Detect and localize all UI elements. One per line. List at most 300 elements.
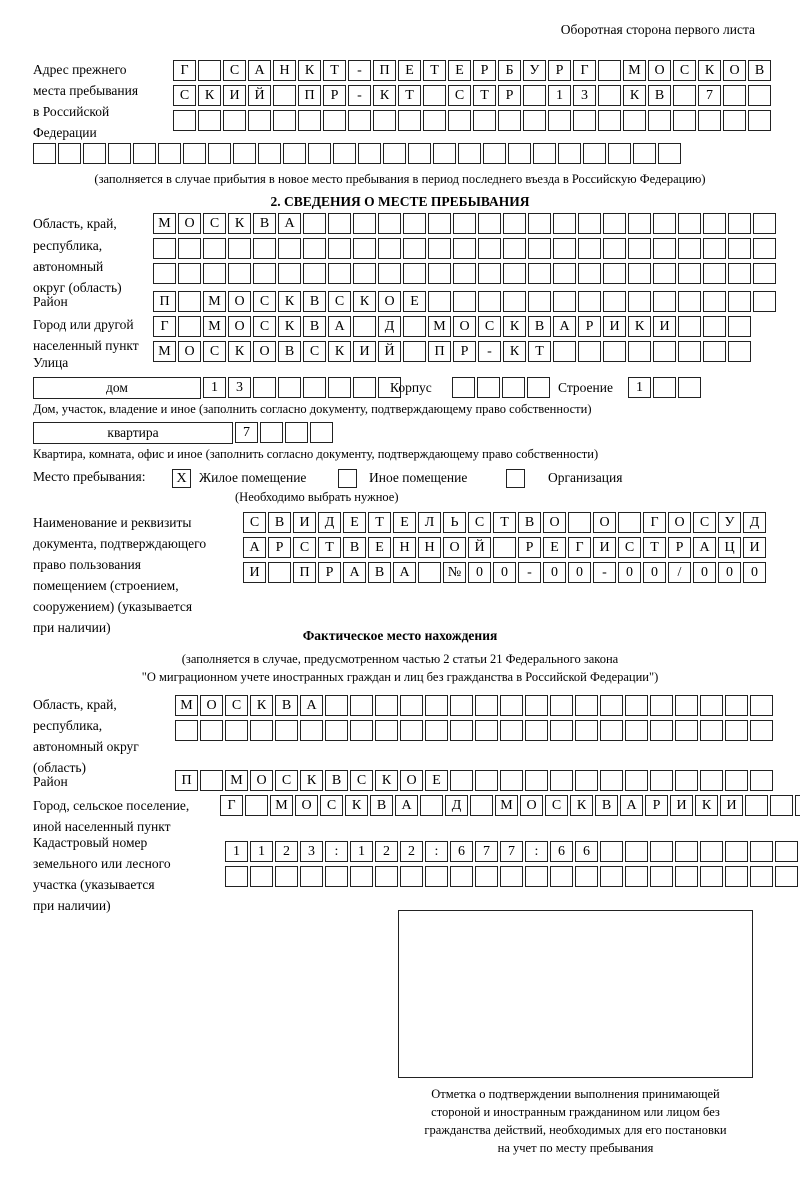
form-cell[interactable]: М bbox=[225, 770, 248, 791]
form-cell[interactable] bbox=[428, 291, 451, 312]
form-cell[interactable] bbox=[470, 795, 493, 816]
form-cell[interactable] bbox=[478, 238, 501, 259]
form-cell[interactable]: С bbox=[303, 341, 326, 362]
form-cell[interactable]: Р bbox=[453, 341, 476, 362]
form-cell[interactable] bbox=[550, 695, 573, 716]
form-cell[interactable] bbox=[83, 143, 106, 164]
form-cell[interactable] bbox=[225, 866, 248, 887]
form-cell[interactable] bbox=[725, 866, 748, 887]
form-cell[interactable]: С bbox=[203, 341, 226, 362]
form-cell[interactable] bbox=[300, 720, 323, 741]
form-cell[interactable]: О bbox=[400, 770, 423, 791]
form-cell[interactable] bbox=[348, 110, 371, 131]
form-cell[interactable] bbox=[673, 85, 696, 106]
form-cell[interactable] bbox=[233, 143, 256, 164]
form-cell[interactable]: Е bbox=[368, 537, 391, 558]
form-cell[interactable] bbox=[420, 795, 443, 816]
form-cell[interactable]: - bbox=[348, 85, 371, 106]
form-cell[interactable]: К bbox=[375, 770, 398, 791]
form-cell[interactable]: Е bbox=[403, 291, 426, 312]
form-cell[interactable]: 1 bbox=[203, 377, 226, 398]
form-cell[interactable] bbox=[308, 143, 331, 164]
form-cell[interactable] bbox=[700, 770, 723, 791]
form-cell[interactable] bbox=[450, 695, 473, 716]
form-cell[interactable]: - bbox=[348, 60, 371, 81]
place-checkbox-residential[interactable]: X bbox=[172, 469, 191, 488]
form-cell[interactable] bbox=[703, 341, 726, 362]
form-cell[interactable] bbox=[425, 695, 448, 716]
form-cell[interactable] bbox=[678, 213, 701, 234]
form-cell[interactable]: К bbox=[278, 316, 301, 337]
form-cell[interactable] bbox=[553, 341, 576, 362]
street-row[interactable] bbox=[153, 341, 751, 362]
form-cell[interactable] bbox=[450, 720, 473, 741]
form-cell[interactable] bbox=[303, 263, 326, 284]
form-cell[interactable]: С bbox=[223, 60, 246, 81]
form-cell[interactable]: Д bbox=[318, 512, 341, 533]
form-cell[interactable] bbox=[400, 720, 423, 741]
form-cell[interactable]: В bbox=[528, 316, 551, 337]
form-cell[interactable]: А bbox=[553, 316, 576, 337]
form-cell[interactable]: 7 bbox=[500, 841, 523, 862]
korpus-row[interactable] bbox=[452, 377, 550, 398]
form-cell[interactable]: Т bbox=[423, 60, 446, 81]
form-cell[interactable] bbox=[285, 422, 308, 443]
form-cell[interactable]: : bbox=[425, 841, 448, 862]
form-cell[interactable] bbox=[175, 720, 198, 741]
form-cell[interactable] bbox=[653, 263, 676, 284]
form-cell[interactable] bbox=[428, 213, 451, 234]
form-cell[interactable] bbox=[358, 143, 381, 164]
form-cell[interactable] bbox=[575, 695, 598, 716]
form-cell[interactable]: О bbox=[443, 537, 466, 558]
form-cell[interactable] bbox=[703, 238, 726, 259]
form-cell[interactable]: П bbox=[428, 341, 451, 362]
form-cell[interactable]: К bbox=[373, 85, 396, 106]
form-cell[interactable]: И bbox=[743, 537, 766, 558]
form-cell[interactable] bbox=[225, 720, 248, 741]
form-cell[interactable] bbox=[745, 795, 768, 816]
form-cell[interactable] bbox=[600, 841, 623, 862]
form-cell[interactable] bbox=[403, 213, 426, 234]
form-cell[interactable]: К bbox=[278, 291, 301, 312]
form-cell[interactable] bbox=[675, 841, 698, 862]
form-cell[interactable]: П bbox=[153, 291, 176, 312]
form-cell[interactable]: О bbox=[723, 60, 746, 81]
form-cell[interactable]: Й bbox=[248, 85, 271, 106]
form-cell[interactable]: 6 bbox=[575, 841, 598, 862]
form-cell[interactable]: С bbox=[293, 537, 316, 558]
form-cell[interactable] bbox=[423, 110, 446, 131]
form-cell[interactable] bbox=[653, 213, 676, 234]
place-checkbox-organization[interactable] bbox=[506, 469, 525, 488]
form-cell[interactable] bbox=[502, 377, 525, 398]
form-cell[interactable]: Н bbox=[393, 537, 416, 558]
cadastre-row-1[interactable] bbox=[225, 841, 800, 862]
house-number-row[interactable] bbox=[203, 377, 401, 398]
form-cell[interactable]: Г bbox=[173, 60, 196, 81]
form-cell[interactable]: Р bbox=[518, 537, 541, 558]
form-cell[interactable]: Г bbox=[643, 512, 666, 533]
form-cell[interactable] bbox=[493, 537, 516, 558]
district-row[interactable] bbox=[153, 291, 776, 312]
region-row-2[interactable] bbox=[153, 238, 776, 259]
form-cell[interactable] bbox=[523, 85, 546, 106]
form-cell[interactable]: Ь bbox=[443, 512, 466, 533]
form-cell[interactable] bbox=[553, 238, 576, 259]
form-cell[interactable]: Е bbox=[425, 770, 448, 791]
form-cell[interactable] bbox=[133, 143, 156, 164]
form-cell[interactable]: А bbox=[620, 795, 643, 816]
al-region-row-2[interactable] bbox=[175, 720, 773, 741]
form-cell[interactable] bbox=[500, 695, 523, 716]
form-cell[interactable] bbox=[275, 866, 298, 887]
form-cell[interactable]: В bbox=[253, 213, 276, 234]
form-cell[interactable]: К bbox=[298, 60, 321, 81]
form-cell[interactable] bbox=[650, 720, 673, 741]
form-cell[interactable]: 0 bbox=[543, 562, 566, 583]
form-cell[interactable]: В bbox=[595, 795, 618, 816]
form-cell[interactable]: К bbox=[623, 85, 646, 106]
form-cell[interactable]: В bbox=[368, 562, 391, 583]
form-cell[interactable]: Е bbox=[448, 60, 471, 81]
form-cell[interactable] bbox=[423, 85, 446, 106]
form-cell[interactable]: К bbox=[503, 316, 526, 337]
form-cell[interactable] bbox=[633, 143, 656, 164]
form-cell[interactable]: С bbox=[618, 537, 641, 558]
form-cell[interactable]: - bbox=[478, 341, 501, 362]
form-cell[interactable]: О bbox=[253, 341, 276, 362]
form-cell[interactable] bbox=[625, 841, 648, 862]
form-cell[interactable]: Й bbox=[378, 341, 401, 362]
form-cell[interactable] bbox=[703, 213, 726, 234]
form-cell[interactable] bbox=[600, 770, 623, 791]
form-cell[interactable]: 1 bbox=[548, 85, 571, 106]
form-cell[interactable] bbox=[433, 143, 456, 164]
form-cell[interactable] bbox=[283, 143, 306, 164]
form-cell[interactable] bbox=[428, 238, 451, 259]
form-cell[interactable] bbox=[700, 720, 723, 741]
form-cell[interactable]: 3 bbox=[300, 841, 323, 862]
form-cell[interactable]: В bbox=[268, 512, 291, 533]
form-cell[interactable] bbox=[603, 213, 626, 234]
form-cell[interactable]: Д bbox=[445, 795, 468, 816]
form-cell[interactable] bbox=[653, 238, 676, 259]
form-cell[interactable]: В bbox=[278, 341, 301, 362]
form-cell[interactable] bbox=[328, 377, 351, 398]
form-cell[interactable]: О bbox=[228, 316, 251, 337]
form-cell[interactable]: Р bbox=[268, 537, 291, 558]
form-cell[interactable] bbox=[525, 695, 548, 716]
form-cell[interactable] bbox=[453, 263, 476, 284]
form-cell[interactable] bbox=[403, 238, 426, 259]
form-cell[interactable] bbox=[748, 85, 771, 106]
form-cell[interactable] bbox=[273, 110, 296, 131]
form-cell[interactable]: К bbox=[198, 85, 221, 106]
form-cell[interactable] bbox=[728, 316, 751, 337]
form-cell[interactable] bbox=[558, 143, 581, 164]
form-cell[interactable] bbox=[203, 263, 226, 284]
doc-row-1[interactable] bbox=[243, 512, 766, 533]
region-row-3[interactable] bbox=[153, 263, 776, 284]
form-cell[interactable] bbox=[703, 263, 726, 284]
form-cell[interactable] bbox=[353, 316, 376, 337]
form-cell[interactable]: 0 bbox=[718, 562, 741, 583]
form-cell[interactable] bbox=[375, 866, 398, 887]
flat-row[interactable] bbox=[235, 422, 333, 443]
form-cell[interactable] bbox=[628, 213, 651, 234]
form-cell[interactable]: В bbox=[343, 537, 366, 558]
form-cell[interactable] bbox=[228, 238, 251, 259]
form-cell[interactable]: 0 bbox=[643, 562, 666, 583]
stroenie-row[interactable] bbox=[628, 377, 701, 398]
form-cell[interactable]: 2 bbox=[275, 841, 298, 862]
form-cell[interactable] bbox=[598, 60, 621, 81]
form-cell[interactable]: О bbox=[593, 512, 616, 533]
form-cell[interactable]: 1 bbox=[350, 841, 373, 862]
form-cell[interactable]: Г bbox=[153, 316, 176, 337]
form-cell[interactable] bbox=[503, 263, 526, 284]
form-cell[interactable] bbox=[500, 720, 523, 741]
form-cell[interactable]: Б bbox=[498, 60, 521, 81]
form-cell[interactable] bbox=[673, 110, 696, 131]
form-cell[interactable] bbox=[178, 316, 201, 337]
form-cell[interactable] bbox=[678, 341, 701, 362]
form-cell[interactable] bbox=[223, 110, 246, 131]
form-cell[interactable] bbox=[703, 316, 726, 337]
form-cell[interactable] bbox=[600, 720, 623, 741]
form-cell[interactable] bbox=[753, 238, 776, 259]
form-cell[interactable] bbox=[528, 238, 551, 259]
form-cell[interactable]: М bbox=[428, 316, 451, 337]
form-cell[interactable]: С bbox=[328, 291, 351, 312]
form-cell[interactable] bbox=[453, 291, 476, 312]
form-cell[interactable]: Г bbox=[220, 795, 243, 816]
form-cell[interactable]: О bbox=[250, 770, 273, 791]
form-cell[interactable] bbox=[325, 866, 348, 887]
form-cell[interactable] bbox=[750, 841, 773, 862]
form-cell[interactable]: Т bbox=[318, 537, 341, 558]
form-cell[interactable]: М bbox=[153, 341, 176, 362]
form-cell[interactable] bbox=[700, 841, 723, 862]
form-cell[interactable] bbox=[328, 238, 351, 259]
form-cell[interactable]: 3 bbox=[228, 377, 251, 398]
form-cell[interactable] bbox=[275, 720, 298, 741]
form-cell[interactable] bbox=[678, 238, 701, 259]
prev-address-row-4[interactable] bbox=[33, 143, 681, 164]
form-cell[interactable] bbox=[475, 770, 498, 791]
form-cell[interactable] bbox=[625, 866, 648, 887]
form-cell[interactable]: С bbox=[350, 770, 373, 791]
form-cell[interactable]: М bbox=[203, 316, 226, 337]
form-cell[interactable] bbox=[725, 841, 748, 862]
form-cell[interactable] bbox=[550, 770, 573, 791]
form-cell[interactable]: С bbox=[253, 316, 276, 337]
form-cell[interactable] bbox=[198, 110, 221, 131]
form-cell[interactable] bbox=[775, 866, 798, 887]
form-cell[interactable]: К bbox=[503, 341, 526, 362]
form-cell[interactable] bbox=[403, 341, 426, 362]
form-cell[interactable] bbox=[578, 291, 601, 312]
form-cell[interactable]: А bbox=[300, 695, 323, 716]
form-cell[interactable]: А bbox=[693, 537, 716, 558]
cadastre-row-2[interactable] bbox=[225, 866, 800, 887]
form-cell[interactable] bbox=[498, 110, 521, 131]
form-cell[interactable] bbox=[475, 720, 498, 741]
form-cell[interactable]: К bbox=[300, 770, 323, 791]
form-cell[interactable]: И bbox=[293, 512, 316, 533]
form-cell[interactable] bbox=[178, 238, 201, 259]
form-cell[interactable] bbox=[603, 263, 626, 284]
form-cell[interactable]: Е bbox=[398, 60, 421, 81]
form-cell[interactable] bbox=[253, 377, 276, 398]
form-cell[interactable]: 7 bbox=[475, 841, 498, 862]
form-cell[interactable]: Т bbox=[493, 512, 516, 533]
form-cell[interactable] bbox=[578, 263, 601, 284]
form-cell[interactable] bbox=[350, 866, 373, 887]
form-cell[interactable] bbox=[58, 143, 81, 164]
form-cell[interactable]: О bbox=[543, 512, 566, 533]
form-cell[interactable] bbox=[378, 238, 401, 259]
form-cell[interactable] bbox=[278, 377, 301, 398]
form-cell[interactable]: Р bbox=[318, 562, 341, 583]
form-cell[interactable]: 2 bbox=[375, 841, 398, 862]
form-cell[interactable] bbox=[675, 770, 698, 791]
form-cell[interactable] bbox=[550, 866, 573, 887]
form-cell[interactable] bbox=[618, 512, 641, 533]
form-cell[interactable] bbox=[650, 841, 673, 862]
form-cell[interactable]: В bbox=[303, 291, 326, 312]
form-cell[interactable] bbox=[528, 263, 551, 284]
form-cell[interactable] bbox=[373, 110, 396, 131]
form-cell[interactable]: А bbox=[328, 316, 351, 337]
place-checkbox-other[interactable] bbox=[338, 469, 357, 488]
form-cell[interactable]: С bbox=[478, 316, 501, 337]
form-cell[interactable] bbox=[258, 143, 281, 164]
form-cell[interactable] bbox=[300, 866, 323, 887]
form-cell[interactable] bbox=[448, 110, 471, 131]
form-cell[interactable] bbox=[678, 377, 701, 398]
form-cell[interactable]: Т bbox=[528, 341, 551, 362]
form-cell[interactable]: Р bbox=[668, 537, 691, 558]
form-cell[interactable] bbox=[478, 263, 501, 284]
form-cell[interactable] bbox=[553, 263, 576, 284]
form-cell[interactable]: В bbox=[748, 60, 771, 81]
form-cell[interactable] bbox=[528, 213, 551, 234]
form-cell[interactable] bbox=[503, 213, 526, 234]
city-row-1[interactable] bbox=[153, 316, 751, 337]
form-cell[interactable]: И bbox=[670, 795, 693, 816]
region-row-1[interactable] bbox=[153, 213, 776, 234]
form-cell[interactable] bbox=[583, 143, 606, 164]
form-cell[interactable]: И bbox=[593, 537, 616, 558]
form-cell[interactable]: Т bbox=[368, 512, 391, 533]
form-cell[interactable]: К bbox=[628, 316, 651, 337]
form-cell[interactable]: Г bbox=[568, 537, 591, 558]
form-cell[interactable] bbox=[568, 512, 591, 533]
form-cell[interactable] bbox=[598, 110, 621, 131]
form-cell[interactable]: И bbox=[243, 562, 266, 583]
form-cell[interactable] bbox=[425, 720, 448, 741]
form-cell[interactable]: 7 bbox=[698, 85, 721, 106]
form-cell[interactable] bbox=[483, 143, 506, 164]
form-cell[interactable]: У bbox=[718, 512, 741, 533]
form-cell[interactable] bbox=[653, 377, 676, 398]
form-cell[interactable] bbox=[728, 263, 751, 284]
form-cell[interactable] bbox=[500, 770, 523, 791]
form-cell[interactable]: А bbox=[393, 562, 416, 583]
form-cell[interactable] bbox=[108, 143, 131, 164]
form-cell[interactable] bbox=[578, 213, 601, 234]
form-cell[interactable] bbox=[625, 770, 648, 791]
form-cell[interactable]: А bbox=[248, 60, 271, 81]
form-cell[interactable] bbox=[208, 143, 231, 164]
form-cell[interactable] bbox=[353, 213, 376, 234]
form-cell[interactable]: К bbox=[698, 60, 721, 81]
form-cell[interactable] bbox=[383, 143, 406, 164]
form-cell[interactable] bbox=[628, 238, 651, 259]
form-cell[interactable] bbox=[418, 562, 441, 583]
form-cell[interactable] bbox=[728, 291, 751, 312]
prev-address-row-2[interactable] bbox=[173, 85, 771, 106]
form-cell[interactable] bbox=[333, 143, 356, 164]
form-cell[interactable]: И bbox=[353, 341, 376, 362]
al-region-row-1[interactable] bbox=[175, 695, 773, 716]
form-cell[interactable] bbox=[350, 695, 373, 716]
form-cell[interactable] bbox=[748, 110, 771, 131]
form-cell[interactable] bbox=[245, 795, 268, 816]
form-cell[interactable] bbox=[600, 866, 623, 887]
form-cell[interactable] bbox=[603, 291, 626, 312]
form-cell[interactable]: В bbox=[325, 770, 348, 791]
form-cell[interactable]: Р bbox=[498, 85, 521, 106]
form-cell[interactable] bbox=[700, 695, 723, 716]
form-cell[interactable] bbox=[303, 238, 326, 259]
form-cell[interactable] bbox=[250, 866, 273, 887]
form-cell[interactable] bbox=[328, 213, 351, 234]
form-cell[interactable] bbox=[598, 85, 621, 106]
form-cell[interactable] bbox=[728, 213, 751, 234]
form-cell[interactable] bbox=[603, 341, 626, 362]
form-cell[interactable]: Р bbox=[548, 60, 571, 81]
form-cell[interactable] bbox=[408, 143, 431, 164]
form-cell[interactable] bbox=[628, 263, 651, 284]
form-cell[interactable]: : bbox=[525, 841, 548, 862]
form-cell[interactable]: К bbox=[695, 795, 718, 816]
form-cell[interactable]: У bbox=[523, 60, 546, 81]
form-cell[interactable] bbox=[452, 377, 475, 398]
form-cell[interactable]: - bbox=[518, 562, 541, 583]
form-cell[interactable] bbox=[375, 695, 398, 716]
form-cell[interactable] bbox=[675, 695, 698, 716]
form-cell[interactable] bbox=[353, 377, 376, 398]
form-cell[interactable]: 0 bbox=[468, 562, 491, 583]
form-cell[interactable] bbox=[303, 213, 326, 234]
form-cell[interactable] bbox=[350, 720, 373, 741]
form-cell[interactable] bbox=[523, 110, 546, 131]
form-cell[interactable] bbox=[477, 377, 500, 398]
form-cell[interactable] bbox=[750, 866, 773, 887]
form-cell[interactable] bbox=[173, 110, 196, 131]
form-cell[interactable]: О bbox=[378, 291, 401, 312]
form-cell[interactable] bbox=[653, 341, 676, 362]
form-cell[interactable]: В bbox=[275, 695, 298, 716]
form-cell[interactable]: Ц bbox=[718, 537, 741, 558]
form-cell[interactable] bbox=[753, 263, 776, 284]
form-cell[interactable] bbox=[575, 770, 598, 791]
form-cell[interactable] bbox=[725, 720, 748, 741]
form-cell[interactable] bbox=[250, 720, 273, 741]
